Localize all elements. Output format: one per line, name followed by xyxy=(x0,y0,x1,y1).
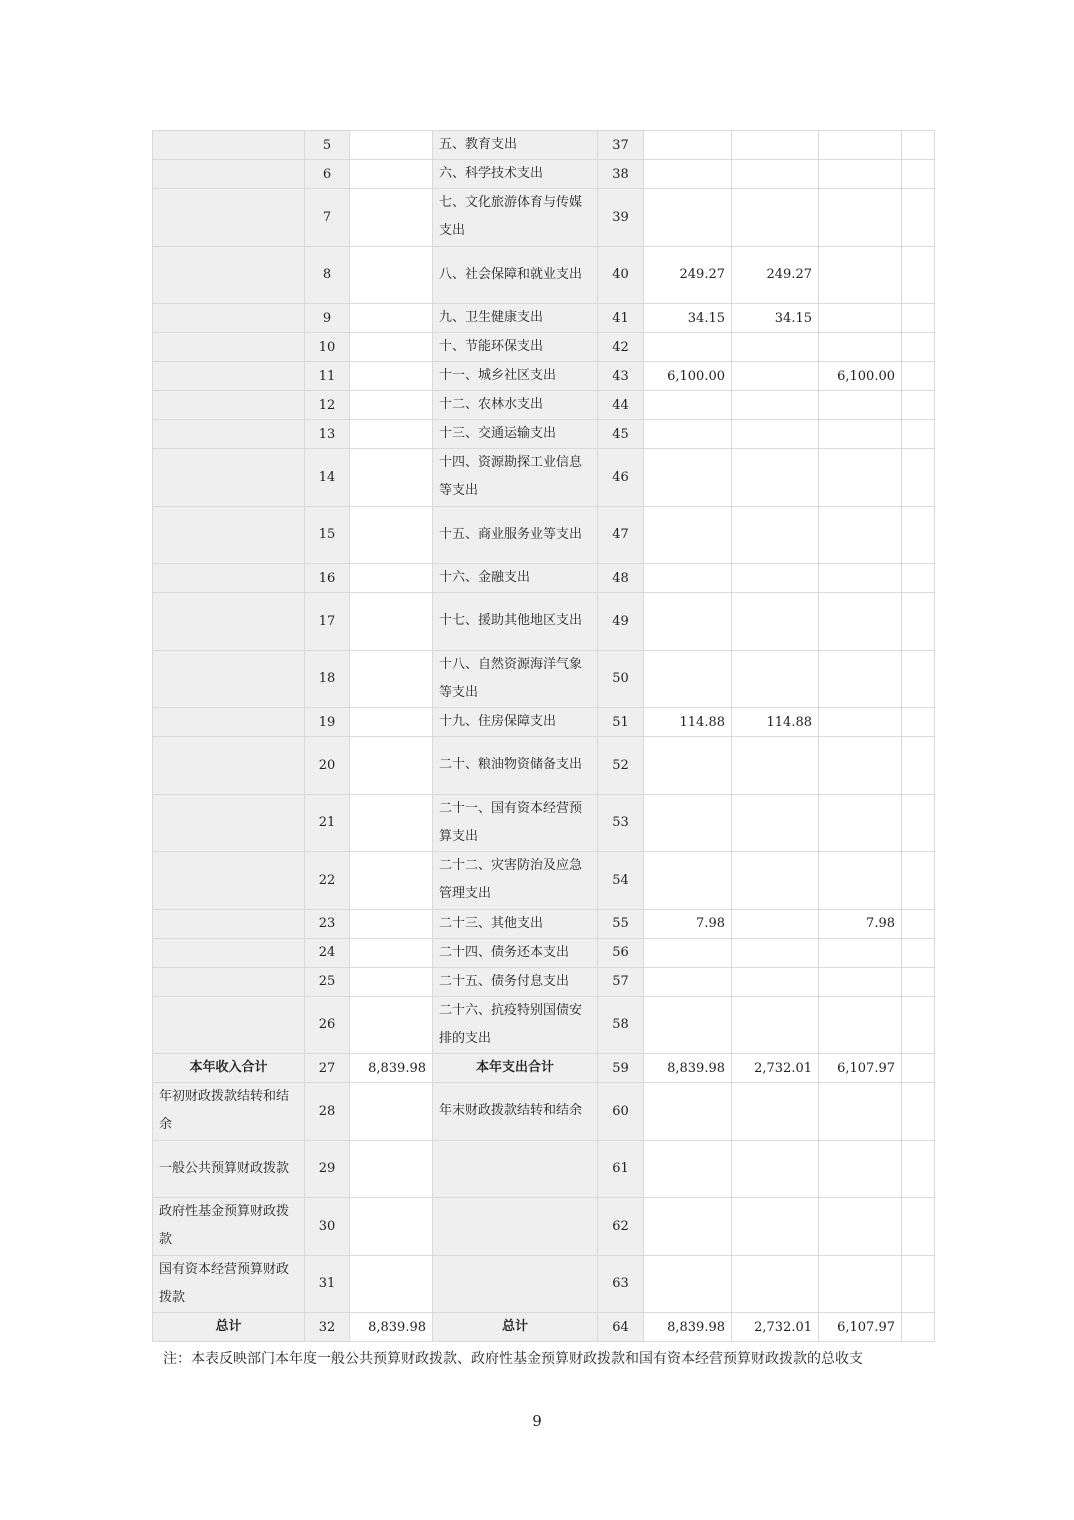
expense-total-cell xyxy=(644,650,732,708)
gov-fund-cell xyxy=(819,449,902,507)
expense-total-cell xyxy=(644,996,732,1054)
income-line-no-cell: 13 xyxy=(305,420,350,449)
general-budget-cell: 114.88 xyxy=(732,708,819,737)
expense-item-cell: 总计 xyxy=(433,1313,598,1342)
blank-cell xyxy=(902,593,935,651)
expense-total-cell xyxy=(644,737,732,795)
blank-cell xyxy=(902,909,935,938)
general-budget-cell: 2,732.01 xyxy=(732,1313,819,1342)
expense-item-cell: 八、社会保障和就业支出 xyxy=(433,246,598,304)
expense-item-cell: 二十五、债务付息支出 xyxy=(433,967,598,996)
general-budget-cell xyxy=(732,852,819,910)
expense-total-cell xyxy=(644,967,732,996)
expense-item-cell xyxy=(433,1140,598,1198)
expense-line-no-cell: 38 xyxy=(598,160,644,189)
income-line-no-cell: 22 xyxy=(305,852,350,910)
income-amount-cell xyxy=(350,708,433,737)
income-item-cell: 本年收入合计 xyxy=(153,1054,305,1083)
expense-line-no-cell: 43 xyxy=(598,362,644,391)
income-amount-cell xyxy=(350,737,433,795)
expense-total-cell xyxy=(644,189,732,247)
footnote: 注：本表反映部门本年度一般公共预算财政拨款、政府性基金预算财政拨款和国有资本经营预算财政拨款的总收支 xyxy=(163,1351,863,1367)
income-item-cell xyxy=(153,708,305,737)
income-line-no-cell: 27 xyxy=(305,1054,350,1083)
income-line-no-cell: 32 xyxy=(305,1313,350,1342)
table-row xyxy=(153,1198,935,1256)
general-budget-cell xyxy=(732,938,819,967)
expense-item-cell: 十三、交通运输支出 xyxy=(433,420,598,449)
income-amount-cell xyxy=(350,1255,433,1313)
income-amount-cell xyxy=(350,794,433,852)
income-amount-cell xyxy=(350,362,433,391)
expense-total-cell xyxy=(644,160,732,189)
gov-fund-cell xyxy=(819,1140,902,1198)
income-item-cell xyxy=(153,131,305,160)
table-row xyxy=(153,189,935,247)
income-item-cell: 总计 xyxy=(153,1313,305,1342)
expense-line-no-cell: 51 xyxy=(598,708,644,737)
income-item-cell xyxy=(153,794,305,852)
income-amount-cell xyxy=(350,189,433,247)
expense-total-cell xyxy=(644,1140,732,1198)
expense-total-cell xyxy=(644,1198,732,1256)
blank-cell xyxy=(902,708,935,737)
general-budget-cell xyxy=(732,160,819,189)
expense-total-cell xyxy=(644,449,732,507)
expense-total-cell xyxy=(644,564,732,593)
blank-cell xyxy=(902,506,935,564)
income-item-cell: 政府性基金预算财政拨款 xyxy=(153,1198,305,1256)
income-item-cell: 年初财政拨款结转和结余 xyxy=(153,1083,305,1141)
income-amount-cell xyxy=(350,131,433,160)
gov-fund-cell xyxy=(819,131,902,160)
income-item-cell xyxy=(153,160,305,189)
expense-total-cell xyxy=(644,593,732,651)
table-row xyxy=(153,160,935,189)
income-line-no-cell: 18 xyxy=(305,650,350,708)
table-row xyxy=(153,246,935,304)
general-budget-cell: 249.27 xyxy=(732,246,819,304)
expense-item-cell: 二十一、国有资本经营预算支出 xyxy=(433,794,598,852)
gov-fund-cell xyxy=(819,996,902,1054)
expense-item-cell: 十四、资源勘探工业信息等支出 xyxy=(433,449,598,507)
expense-item-cell: 五、教育支出 xyxy=(433,131,598,160)
gov-fund-cell xyxy=(819,1198,902,1256)
income-line-no-cell: 23 xyxy=(305,909,350,938)
income-line-no-cell: 25 xyxy=(305,967,350,996)
blank-cell xyxy=(902,1198,935,1256)
general-budget-cell xyxy=(732,909,819,938)
gov-fund-cell xyxy=(819,1083,902,1141)
table-row xyxy=(153,708,935,737)
income-amount-cell xyxy=(350,909,433,938)
income-item-cell xyxy=(153,506,305,564)
blank-cell xyxy=(902,333,935,362)
blank-cell xyxy=(902,420,935,449)
expense-line-no-cell: 42 xyxy=(598,333,644,362)
gov-fund-cell xyxy=(819,391,902,420)
general-budget-cell: 34.15 xyxy=(732,304,819,333)
table-row xyxy=(153,909,935,938)
income-line-no-cell: 8 xyxy=(305,246,350,304)
income-line-no-cell: 28 xyxy=(305,1083,350,1141)
income-line-no-cell: 12 xyxy=(305,391,350,420)
income-line-no-cell: 10 xyxy=(305,333,350,362)
general-budget-cell xyxy=(732,1140,819,1198)
income-amount-cell xyxy=(350,506,433,564)
expense-item-cell: 九、卫生健康支出 xyxy=(433,304,598,333)
income-item-cell xyxy=(153,362,305,391)
income-item-cell xyxy=(153,967,305,996)
table-row xyxy=(153,304,935,333)
expense-total-cell xyxy=(644,506,732,564)
expense-line-no-cell: 45 xyxy=(598,420,644,449)
income-amount-cell xyxy=(350,160,433,189)
income-line-no-cell: 5 xyxy=(305,131,350,160)
general-budget-cell xyxy=(732,1255,819,1313)
income-item-cell xyxy=(153,420,305,449)
expense-line-no-cell: 48 xyxy=(598,564,644,593)
table-row xyxy=(153,391,935,420)
expense-line-no-cell: 47 xyxy=(598,506,644,564)
general-budget-cell xyxy=(732,1198,819,1256)
expense-item-cell: 十二、农林水支出 xyxy=(433,391,598,420)
general-budget-cell xyxy=(732,1083,819,1141)
general-budget-cell xyxy=(732,449,819,507)
expense-item-cell: 十一、城乡社区支出 xyxy=(433,362,598,391)
page-number: 9 xyxy=(532,1412,542,1430)
general-budget-cell xyxy=(732,564,819,593)
income-line-no-cell: 14 xyxy=(305,449,350,507)
income-line-no-cell: 24 xyxy=(305,938,350,967)
blank-cell xyxy=(902,1313,935,1342)
income-amount-cell xyxy=(350,246,433,304)
expense-item-cell: 十七、援助其他地区支出 xyxy=(433,593,598,651)
table-row xyxy=(153,1313,935,1342)
expense-line-no-cell: 64 xyxy=(598,1313,644,1342)
expense-line-no-cell: 44 xyxy=(598,391,644,420)
general-budget-cell xyxy=(732,967,819,996)
table-row xyxy=(153,449,935,507)
expense-line-no-cell: 37 xyxy=(598,131,644,160)
gov-fund-cell xyxy=(819,160,902,189)
table-row xyxy=(153,1083,935,1141)
income-amount-cell: 8,839.98 xyxy=(350,1313,433,1342)
blank-cell xyxy=(902,131,935,160)
expense-line-no-cell: 53 xyxy=(598,794,644,852)
gov-fund-cell xyxy=(819,1255,902,1313)
expense-total-cell xyxy=(644,852,732,910)
income-line-no-cell: 7 xyxy=(305,189,350,247)
expense-item-cell: 二十、粮油物资储备支出 xyxy=(433,737,598,795)
gov-fund-cell: 6,100.00 xyxy=(819,362,902,391)
general-budget-cell xyxy=(732,189,819,247)
expense-line-no-cell: 57 xyxy=(598,967,644,996)
income-line-no-cell: 11 xyxy=(305,362,350,391)
expense-item-cell: 二十三、其他支出 xyxy=(433,909,598,938)
income-line-no-cell: 21 xyxy=(305,794,350,852)
income-line-no-cell: 29 xyxy=(305,1140,350,1198)
expense-line-no-cell: 40 xyxy=(598,246,644,304)
income-item-cell xyxy=(153,593,305,651)
table-row xyxy=(153,1140,935,1198)
general-budget-cell xyxy=(732,794,819,852)
income-item-cell xyxy=(153,564,305,593)
expense-total-cell: 7.98 xyxy=(644,909,732,938)
blank-cell xyxy=(902,391,935,420)
income-item-cell: 国有资本经营预算财政拨款 xyxy=(153,1255,305,1313)
gov-fund-cell: 6,107.97 xyxy=(819,1054,902,1083)
expense-item-cell: 二十六、抗疫特别国债安排的支出 xyxy=(433,996,598,1054)
expense-item-cell: 二十四、债务还本支出 xyxy=(433,938,598,967)
expense-line-no-cell: 62 xyxy=(598,1198,644,1256)
general-budget-cell xyxy=(732,506,819,564)
budget-table xyxy=(152,130,935,1342)
income-item-cell xyxy=(153,246,305,304)
income-line-no-cell: 19 xyxy=(305,708,350,737)
table-row xyxy=(153,794,935,852)
gov-fund-cell xyxy=(819,189,902,247)
gov-fund-cell xyxy=(819,564,902,593)
expense-item-cell xyxy=(433,1255,598,1313)
income-amount-cell xyxy=(350,1198,433,1256)
blank-cell xyxy=(902,650,935,708)
expense-line-no-cell: 46 xyxy=(598,449,644,507)
expense-total-cell xyxy=(644,794,732,852)
gov-fund-cell xyxy=(819,420,902,449)
blank-cell xyxy=(902,564,935,593)
blank-cell xyxy=(902,1140,935,1198)
table-row xyxy=(153,996,935,1054)
income-line-no-cell: 31 xyxy=(305,1255,350,1313)
expense-total-cell xyxy=(644,391,732,420)
table-row xyxy=(153,506,935,564)
blank-cell xyxy=(902,362,935,391)
gov-fund-cell xyxy=(819,593,902,651)
expense-line-no-cell: 49 xyxy=(598,593,644,651)
income-line-no-cell: 16 xyxy=(305,564,350,593)
gov-fund-cell xyxy=(819,852,902,910)
income-item-cell: 一般公共预算财政拨款 xyxy=(153,1140,305,1198)
blank-cell xyxy=(902,852,935,910)
income-item-cell xyxy=(153,737,305,795)
income-line-no-cell: 17 xyxy=(305,593,350,651)
income-amount-cell xyxy=(350,420,433,449)
expense-total-cell xyxy=(644,131,732,160)
table-row xyxy=(153,1255,935,1313)
expense-total-cell: 8,839.98 xyxy=(644,1313,732,1342)
expense-line-no-cell: 60 xyxy=(598,1083,644,1141)
income-item-cell xyxy=(153,189,305,247)
general-budget-cell xyxy=(732,737,819,795)
expense-item-cell: 六、科学技术支出 xyxy=(433,160,598,189)
gov-fund-cell xyxy=(819,938,902,967)
income-line-no-cell: 20 xyxy=(305,737,350,795)
expense-item-cell xyxy=(433,1198,598,1256)
table-body xyxy=(153,131,935,1342)
blank-cell xyxy=(902,794,935,852)
expense-line-no-cell: 50 xyxy=(598,650,644,708)
table-row xyxy=(153,420,935,449)
income-item-cell xyxy=(153,449,305,507)
expense-total-cell xyxy=(644,1083,732,1141)
expense-item-cell: 七、文化旅游体育与传媒支出 xyxy=(433,189,598,247)
general-budget-cell xyxy=(732,420,819,449)
general-budget-cell xyxy=(732,996,819,1054)
blank-cell xyxy=(902,189,935,247)
income-line-no-cell: 30 xyxy=(305,1198,350,1256)
table-row xyxy=(153,593,935,651)
table-row xyxy=(153,967,935,996)
income-amount-cell xyxy=(350,967,433,996)
general-budget-cell xyxy=(732,333,819,362)
expense-total-cell xyxy=(644,1255,732,1313)
blank-cell xyxy=(902,737,935,795)
table-row xyxy=(153,362,935,391)
table-row xyxy=(153,938,935,967)
table-row xyxy=(153,333,935,362)
income-amount-cell: 8,839.98 xyxy=(350,1054,433,1083)
expense-total-cell xyxy=(644,333,732,362)
income-line-no-cell: 6 xyxy=(305,160,350,189)
blank-cell xyxy=(902,938,935,967)
expense-line-no-cell: 39 xyxy=(598,189,644,247)
blank-cell xyxy=(902,1054,935,1083)
gov-fund-cell xyxy=(819,650,902,708)
expense-total-cell: 6,100.00 xyxy=(644,362,732,391)
expense-line-no-cell: 41 xyxy=(598,304,644,333)
general-budget-cell xyxy=(732,650,819,708)
expense-item-cell: 十六、金融支出 xyxy=(433,564,598,593)
expense-item-cell: 二十二、灾害防治及应急管理支出 xyxy=(433,852,598,910)
expense-item-cell: 十、节能环保支出 xyxy=(433,333,598,362)
income-amount-cell xyxy=(350,852,433,910)
gov-fund-cell xyxy=(819,794,902,852)
table-row xyxy=(153,1054,935,1083)
income-item-cell xyxy=(153,304,305,333)
income-item-cell xyxy=(153,333,305,362)
income-amount-cell xyxy=(350,564,433,593)
expense-total-cell xyxy=(644,420,732,449)
blank-cell xyxy=(902,160,935,189)
income-item-cell xyxy=(153,996,305,1054)
income-amount-cell xyxy=(350,449,433,507)
income-item-cell xyxy=(153,909,305,938)
income-amount-cell xyxy=(350,593,433,651)
income-line-no-cell: 26 xyxy=(305,996,350,1054)
table-row xyxy=(153,131,935,160)
expense-line-no-cell: 63 xyxy=(598,1255,644,1313)
gov-fund-cell xyxy=(819,246,902,304)
table-row xyxy=(153,852,935,910)
gov-fund-cell xyxy=(819,708,902,737)
income-item-cell xyxy=(153,391,305,420)
income-item-cell xyxy=(153,852,305,910)
table-row xyxy=(153,650,935,708)
expense-line-no-cell: 52 xyxy=(598,737,644,795)
gov-fund-cell xyxy=(819,333,902,362)
expense-total-cell: 114.88 xyxy=(644,708,732,737)
blank-cell xyxy=(902,1083,935,1141)
expense-item-cell: 十九、住房保障支出 xyxy=(433,708,598,737)
general-budget-cell xyxy=(732,131,819,160)
gov-fund-cell xyxy=(819,967,902,996)
gov-fund-cell xyxy=(819,506,902,564)
blank-cell xyxy=(902,967,935,996)
general-budget-cell xyxy=(732,593,819,651)
expense-line-no-cell: 56 xyxy=(598,938,644,967)
income-line-no-cell: 15 xyxy=(305,506,350,564)
gov-fund-cell xyxy=(819,737,902,795)
general-budget-cell: 2,732.01 xyxy=(732,1054,819,1083)
expense-item-cell: 十八、自然资源海洋气象等支出 xyxy=(433,650,598,708)
expense-line-no-cell: 61 xyxy=(598,1140,644,1198)
expense-item-cell: 十五、商业服务业等支出 xyxy=(433,506,598,564)
blank-cell xyxy=(902,449,935,507)
expense-line-no-cell: 58 xyxy=(598,996,644,1054)
income-amount-cell xyxy=(350,1083,433,1141)
blank-cell xyxy=(902,304,935,333)
gov-fund-cell xyxy=(819,304,902,333)
income-amount-cell xyxy=(350,304,433,333)
gov-fund-cell: 7.98 xyxy=(819,909,902,938)
blank-cell xyxy=(902,246,935,304)
blank-cell xyxy=(902,996,935,1054)
income-amount-cell xyxy=(350,333,433,362)
income-amount-cell xyxy=(350,1140,433,1198)
expense-line-no-cell: 55 xyxy=(598,909,644,938)
table-row xyxy=(153,564,935,593)
general-budget-cell xyxy=(732,362,819,391)
expense-total-cell: 8,839.98 xyxy=(644,1054,732,1083)
expense-total-cell xyxy=(644,938,732,967)
income-amount-cell xyxy=(350,391,433,420)
income-amount-cell xyxy=(350,650,433,708)
income-amount-cell xyxy=(350,996,433,1054)
income-line-no-cell: 9 xyxy=(305,304,350,333)
income-item-cell xyxy=(153,650,305,708)
expense-total-cell: 249.27 xyxy=(644,246,732,304)
income-item-cell xyxy=(153,938,305,967)
general-budget-cell xyxy=(732,391,819,420)
expense-item-cell: 年末财政拨款结转和结余 xyxy=(433,1083,598,1141)
income-amount-cell xyxy=(350,938,433,967)
table-row xyxy=(153,737,935,795)
expense-total-cell: 34.15 xyxy=(644,304,732,333)
expense-line-no-cell: 59 xyxy=(598,1054,644,1083)
expense-item-cell: 本年支出合计 xyxy=(433,1054,598,1083)
blank-cell xyxy=(902,1255,935,1313)
gov-fund-cell: 6,107.97 xyxy=(819,1313,902,1342)
expense-line-no-cell: 54 xyxy=(598,852,644,910)
